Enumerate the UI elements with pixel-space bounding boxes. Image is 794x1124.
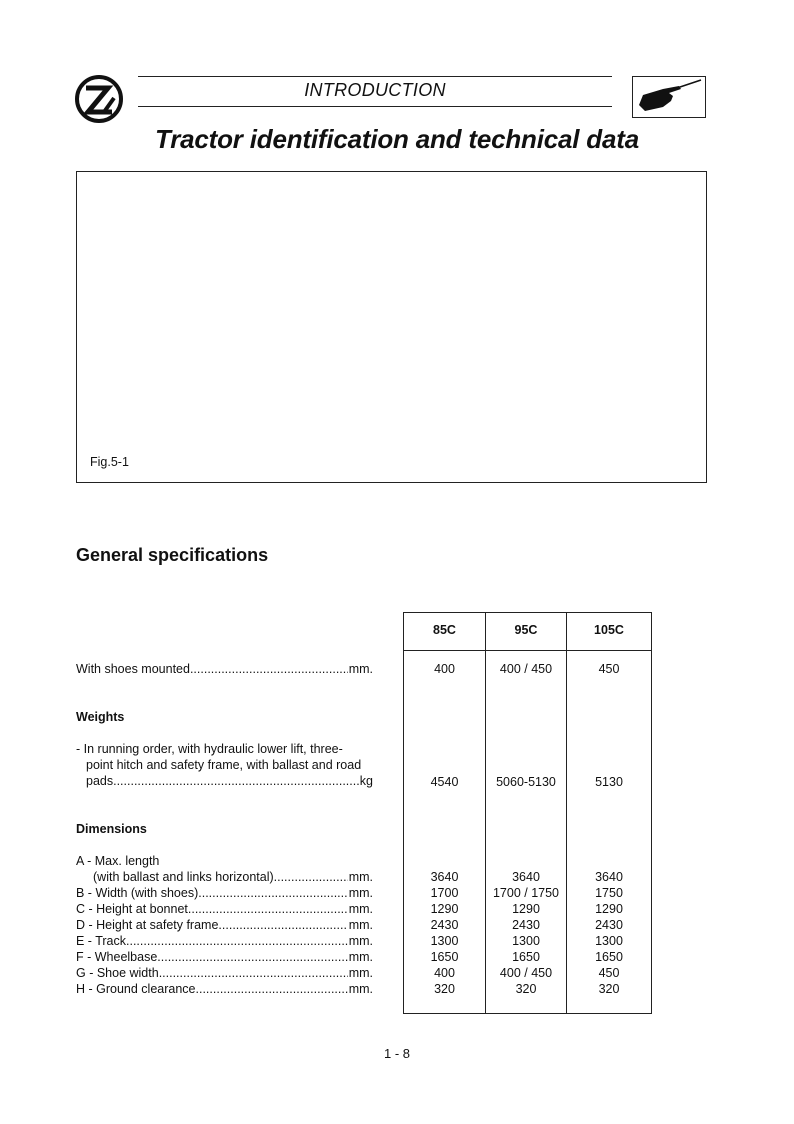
figure-frame (76, 171, 707, 483)
table-cell: 5130 (595, 775, 623, 789)
table-cell: 2430 (512, 918, 540, 932)
weights-heading: Weights (76, 710, 125, 724)
table-cell: 450 (598, 966, 620, 980)
weights-line-3: pads ..... kg (86, 774, 373, 788)
table-cell: 450 (598, 662, 620, 676)
table-cell: 400 (434, 662, 455, 676)
table-cell: 1650 (595, 950, 623, 964)
table-cell: 1300 (430, 934, 459, 948)
weights-line-2: point hitch and safety frame, with ballast and road (86, 758, 362, 772)
dimension-row-label: H - Ground clearance ..... mm. (76, 982, 373, 996)
section-header: INTRODUCTION (304, 80, 446, 100)
weights-line-1: - In running order, with hydraulic lower lift, three- (76, 742, 343, 756)
table-cell: 2430 (430, 918, 459, 932)
page-number: 1 - 8 (383, 1046, 410, 1061)
dimension-a-title: A - Max. length (76, 854, 160, 868)
table-cell: 3640 (595, 870, 623, 884)
dimension-row-label: G - Shoe width ..... mm. (76, 966, 373, 980)
table-cell: 3640 (430, 870, 459, 884)
table-cell: 5060-5130 (496, 775, 556, 789)
dimension-row-label: F - Wheelbase ..... mm. (76, 950, 373, 964)
table-cell: 1290 (595, 902, 623, 916)
table-cell: 320 (515, 982, 537, 996)
table-cell: 1700 (430, 886, 459, 900)
table-cell: 1750 (595, 886, 623, 900)
table-cell: 1300 (512, 934, 540, 948)
header-rule-top (138, 76, 612, 77)
table-cell: 320 (598, 982, 620, 996)
table-cell: 3640 (512, 870, 540, 884)
table-cell: 400 / 450 (499, 662, 553, 676)
header-rule-bottom (138, 106, 612, 107)
table-cell: 400 (434, 966, 455, 980)
column-header-95c: 95C (514, 623, 538, 637)
dimension-row-label: B - Width (with shoes) ..... mm. (76, 886, 373, 900)
spec-label-shoes: With shoes mounted ..... mm. (76, 662, 373, 676)
page-title: Tractor identification and technical data (155, 124, 639, 154)
table-cell: 1700 / 1750 (492, 886, 560, 900)
specs-heading: General specifications (76, 545, 269, 565)
table-cell: 1650 (430, 950, 459, 964)
dimension-row-label: E - Track ..... mm. (76, 934, 373, 948)
table-cell: 2430 (595, 918, 623, 932)
table-cell: 320 (434, 982, 455, 996)
hand-pointer-icon (633, 77, 705, 117)
table-cell: 1290 (512, 902, 540, 916)
table-cell: 1650 (512, 950, 540, 964)
table-cell: 1300 (595, 934, 623, 948)
dimension-row-label: (with ballast and links horizontal) ..... mm. (93, 870, 373, 884)
dimension-row-label: D - Height at safety frame ..... mm. (76, 918, 373, 932)
dimensions-heading: Dimensions (76, 822, 147, 836)
brand-logo-icon (74, 74, 124, 124)
table-cell: 1290 (430, 902, 459, 916)
table-cell: 4540 (430, 775, 459, 789)
figure-caption: Fig.5-1 (90, 455, 129, 469)
dimension-row-label: C - Height at bonnet ..... mm. (76, 902, 373, 916)
column-header-105c: 105C (594, 623, 624, 637)
table-header-rule (403, 650, 652, 651)
hand-pointer-box (632, 76, 706, 118)
column-header-85c: 85C (433, 623, 456, 637)
table-cell: 400 / 450 (499, 966, 553, 980)
